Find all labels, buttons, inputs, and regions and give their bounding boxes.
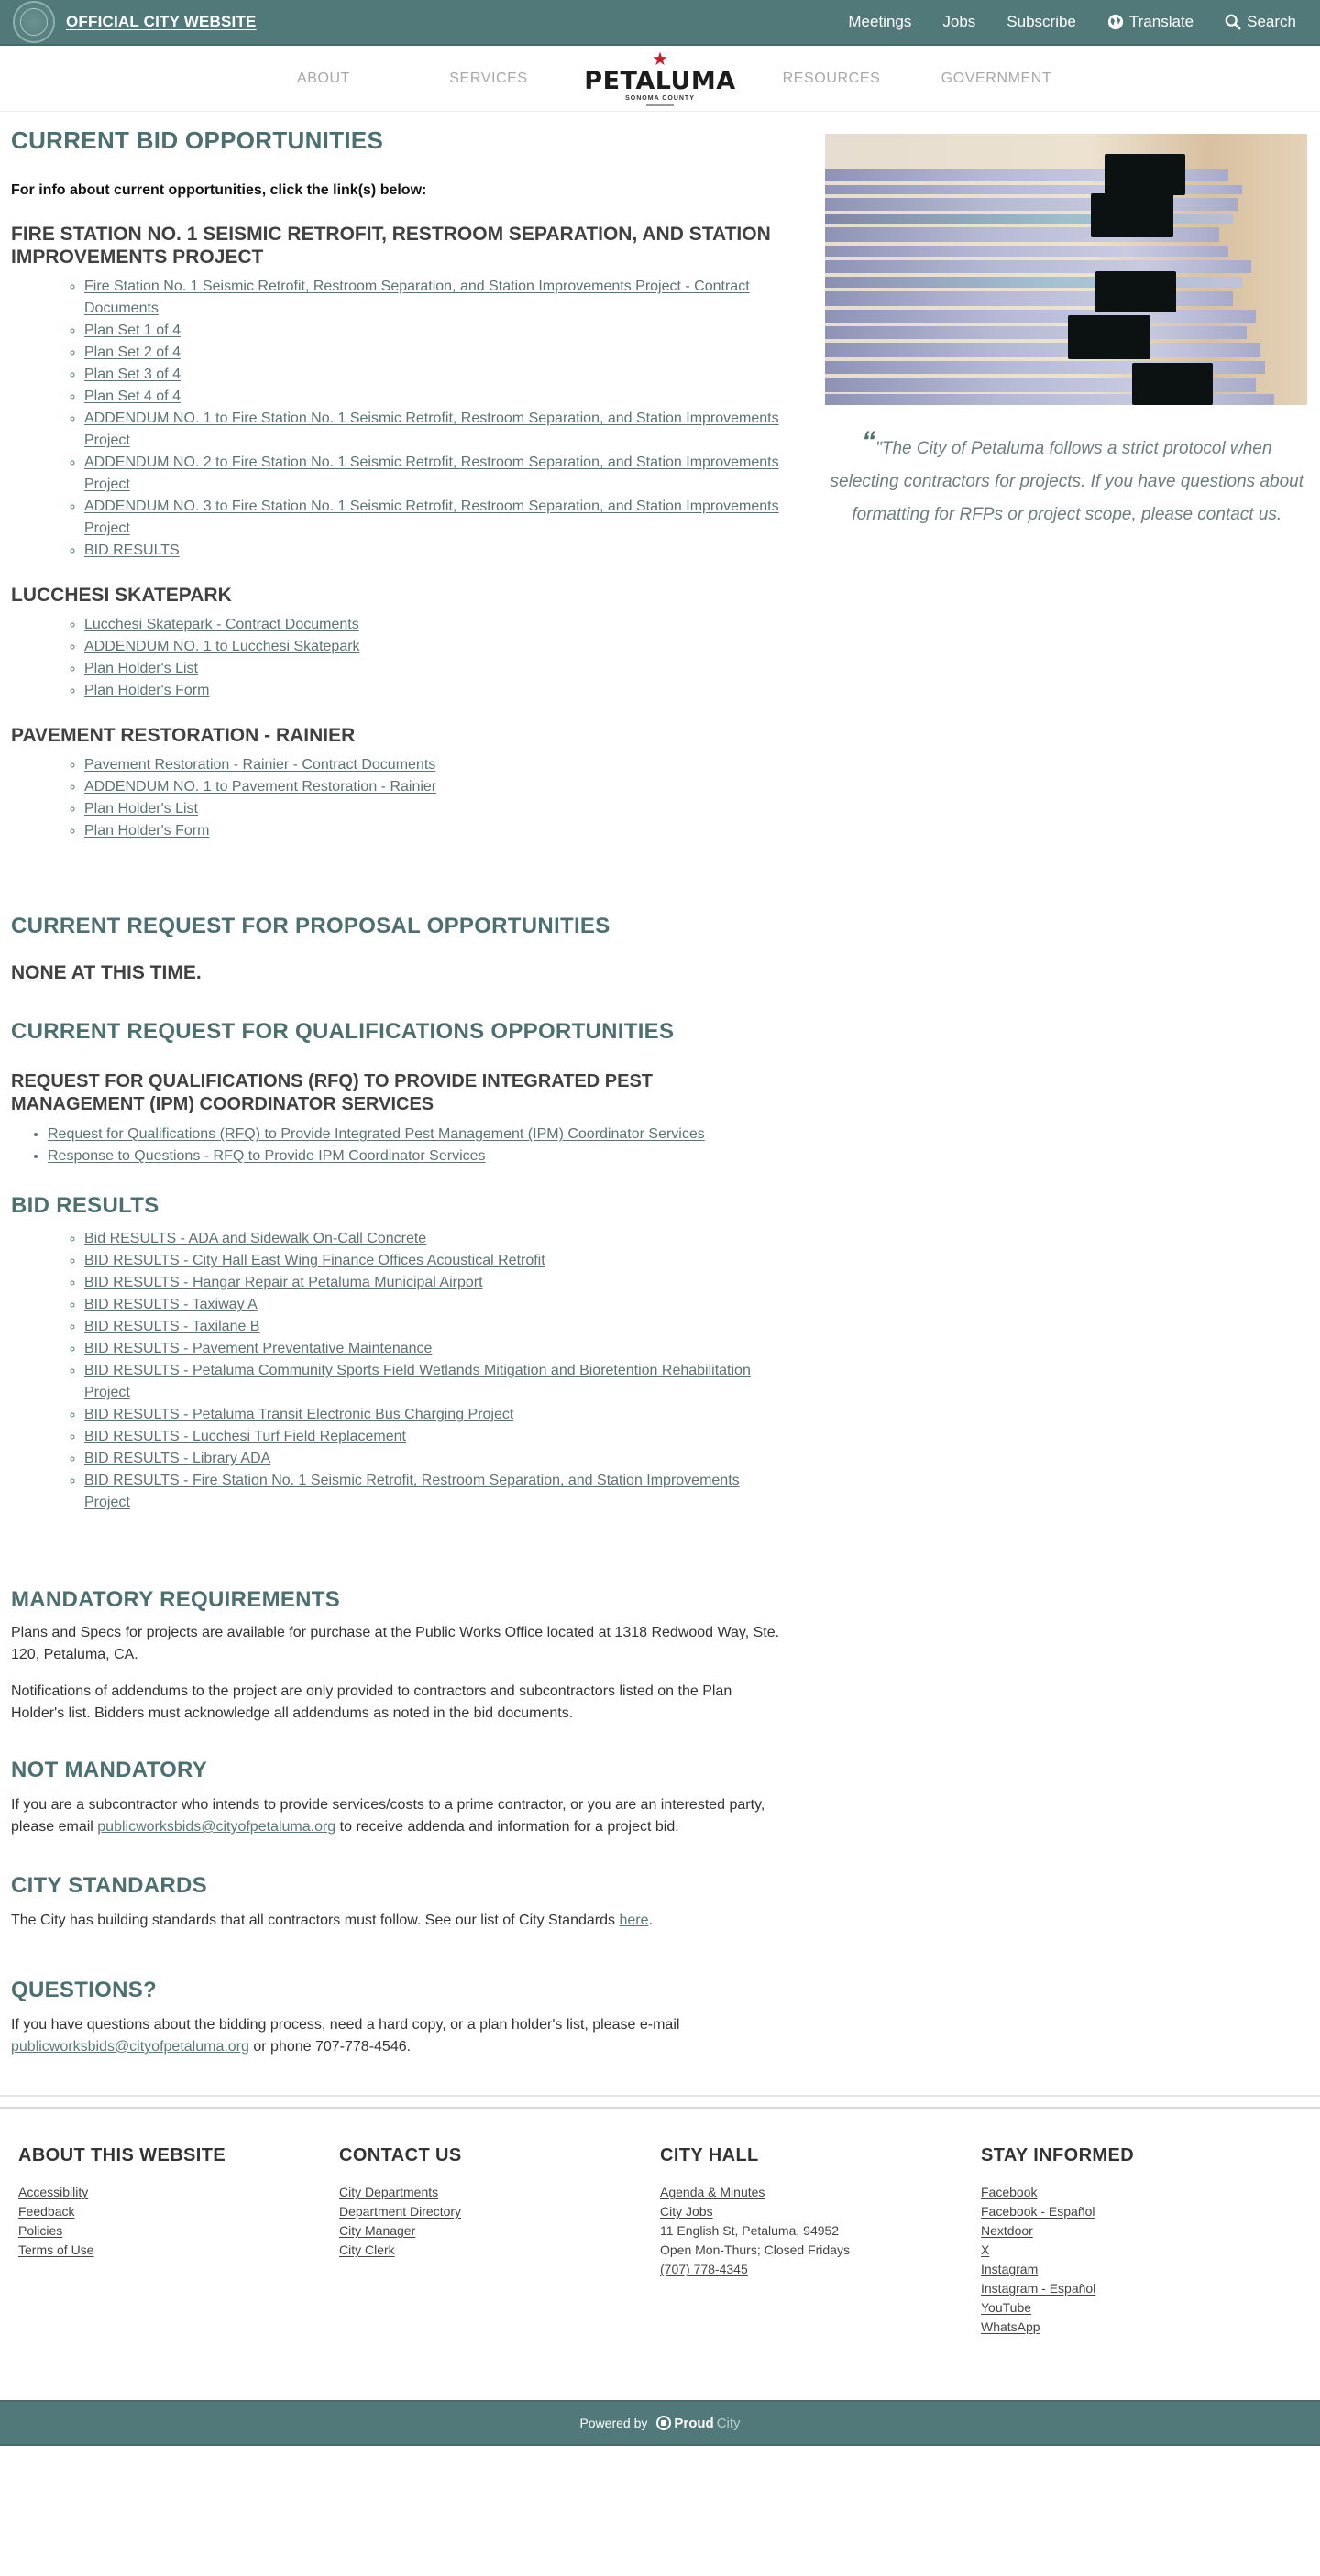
doc-link[interactable]: Plan Holder's Form xyxy=(84,823,210,839)
questions-text-after: or phone 707-778-4546. xyxy=(248,2039,412,2055)
result-link[interactable]: BID RESULTS - Taxilane B xyxy=(84,1319,260,1334)
city-hall-address: 11 English St, Petaluma, 94952 xyxy=(660,2223,840,2238)
not-mandatory-paragraph xyxy=(11,1794,788,1838)
list-item xyxy=(84,1294,788,1316)
result-link[interactable]: BID RESULTS - Library ADA xyxy=(84,1451,271,1466)
footer-link-accessibility[interactable]: Accessibility xyxy=(18,2185,89,2199)
not-mandatory-text-after: to receive addenda and information for a project bid. xyxy=(336,1819,679,1835)
list-item xyxy=(48,1124,788,1145)
list-item xyxy=(84,680,788,702)
bid-results-heading: BID RESULTS xyxy=(11,1193,160,1218)
list-item xyxy=(84,1404,788,1426)
subscribe-link[interactable]: Subscribe xyxy=(1006,13,1076,30)
doc-link[interactable]: ADDENDUM NO. 3 to Fire Station No. 1 Seismic Retrofit, Restroom Separation, and Station Improvements Project xyxy=(84,499,779,536)
doc-link[interactable]: Fire Station No. 1 Seismic Retrofit, Restroom Separation, and Station Improvements Project - Contract Documents xyxy=(84,279,750,316)
city-standards-link[interactable]: here xyxy=(619,1913,649,1928)
rfq-project-title: REQUEST FOR QUALIFICATIONS (RFQ) TO PROVIDE INTEGRATED PEST MANAGEMENT (IPM) COORDINATOR SERVICES xyxy=(11,1071,654,1114)
questions-paragraph xyxy=(11,2014,788,2058)
list-item xyxy=(84,408,788,452)
doc-link[interactable]: Response to Questions - RFQ to Provide IPM Coordinator Services xyxy=(48,1148,486,1164)
doc-link[interactable]: Plan Set 1 of 4 xyxy=(84,323,181,338)
footer-link-instagram[interactable]: Instagram xyxy=(981,2262,1039,2276)
list-item xyxy=(84,452,788,496)
official-site-group xyxy=(13,1,257,43)
logo-name: PETALUMA xyxy=(584,66,736,95)
footer-link-facebook[interactable]: Facebook xyxy=(981,2185,1038,2199)
rfq-heading: CURRENT REQUEST FOR QUALIFICATIONS OPPORTUNITIES xyxy=(11,1019,675,1044)
result-link[interactable]: BID RESULTS - Petaluma Transit Electronic Bus Charging Project xyxy=(84,1407,514,1422)
utility-nav xyxy=(848,13,1307,31)
list-item xyxy=(84,658,788,680)
footer-heading: CONTACT US xyxy=(339,2145,462,2165)
list-item xyxy=(84,276,788,320)
binder-clip xyxy=(1105,154,1185,195)
bid-results-links xyxy=(84,1228,788,1514)
footer-column-stay-informed xyxy=(981,2145,1302,2400)
page-content xyxy=(0,112,1320,2095)
list-item xyxy=(84,776,788,798)
result-link[interactable]: BID RESULTS - Lucchesi Turf Field Replacement xyxy=(84,1429,406,1444)
footer-link-city-departments[interactable]: City Departments xyxy=(339,2185,439,2199)
city-standards-heading: CITY STANDARDS xyxy=(11,1873,207,1898)
nav-resources[interactable]: RESOURCES xyxy=(782,70,881,86)
quote-icon: “ xyxy=(862,426,876,456)
footer-column-about xyxy=(18,2145,339,2400)
current-bids-heading: CURRENT BID OPPORTUNITIES xyxy=(11,126,384,154)
footer-column-city-hall xyxy=(660,2145,981,2400)
result-link[interactable]: BID RESULTS - Hangar Repair at Petaluma Municipal Airport xyxy=(84,1275,483,1290)
proudcity-proud: Proud xyxy=(674,2415,714,2431)
list-item xyxy=(84,1448,788,1470)
main-column xyxy=(11,112,807,2095)
doc-link[interactable]: Plan Set 4 of 4 xyxy=(84,389,181,404)
list-item xyxy=(84,540,788,562)
petaluma-logo[interactable] xyxy=(582,51,738,106)
search-label: Search xyxy=(1247,13,1296,30)
list-item xyxy=(84,1470,788,1514)
result-link[interactable]: BID RESULTS - Pavement Preventative Maintenance xyxy=(84,1341,433,1356)
footer-column-contact xyxy=(339,2145,660,2400)
search-button[interactable] xyxy=(1225,13,1296,31)
list-item xyxy=(84,364,788,386)
list-item xyxy=(84,798,788,820)
footer-link-department-directory[interactable]: Department Directory xyxy=(339,2204,462,2219)
doc-link[interactable]: Plan Set 2 of 4 xyxy=(84,345,181,360)
nav-services[interactable]: SERVICES xyxy=(449,70,528,86)
footer-link-nextdoor[interactable]: Nextdoor xyxy=(981,2223,1033,2238)
project-title-pavement-rainier: PAVEMENT RESTORATION - RAINIER xyxy=(11,725,356,746)
list-item xyxy=(84,386,788,408)
footer-divider xyxy=(0,2095,1320,2097)
list-item xyxy=(84,1426,788,1448)
doc-link[interactable]: ADDENDUM NO. 2 to Fire Station No. 1 Seismic Retrofit, Restroom Separation, and Station Improvements Project xyxy=(84,455,779,492)
doc-link[interactable]: BID RESULTS xyxy=(84,543,180,558)
list-item xyxy=(84,1228,788,1250)
list-item xyxy=(48,1145,788,1167)
logo-underline xyxy=(646,104,674,106)
official-city-website-link[interactable]: OFFICIAL CITY WEBSITE xyxy=(66,13,257,30)
proudcity-city: City xyxy=(716,2415,741,2431)
footer-link-feedback[interactable]: Feedback xyxy=(18,2204,75,2219)
footer-link-city-manager[interactable]: City Manager xyxy=(339,2223,416,2238)
doc-link[interactable]: ADDENDUM NO. 1 to Pavement Restoration - Rainier xyxy=(84,779,437,795)
result-link[interactable]: BID RESULTS - Taxiway A xyxy=(84,1297,258,1312)
doc-link[interactable]: Plan Holder's List xyxy=(84,661,198,676)
translate-button[interactable] xyxy=(1107,13,1194,31)
main-nav xyxy=(0,46,1320,112)
binder-clip xyxy=(1132,363,1213,405)
list-item xyxy=(84,614,788,636)
skatepark-links xyxy=(84,614,788,702)
footer-heading: STAY INFORMED xyxy=(981,2145,1135,2165)
top-bar xyxy=(0,0,1320,46)
footer-link-whatsapp[interactable]: WhatsApp xyxy=(981,2319,1040,2334)
star-icon: ★ xyxy=(652,49,668,70)
powered-by-label: Powered by xyxy=(579,2416,648,2430)
footer-link-terms[interactable]: Terms of Use xyxy=(18,2242,94,2257)
logo-subtitle: SONOMA COUNTY xyxy=(625,94,695,102)
list-item xyxy=(84,1272,788,1294)
footer-link-city-clerk[interactable]: City Clerk xyxy=(339,2242,395,2257)
globe-icon xyxy=(1107,14,1124,30)
footer-heading: ABOUT THIS WEBSITE xyxy=(18,2145,226,2165)
doc-link[interactable]: Request for Qualifications (RFQ) to Provide Integrated Pest Management (IPM) Coordinator Services xyxy=(48,1126,705,1142)
list-item xyxy=(84,1360,788,1404)
footer-link-policies[interactable]: Policies xyxy=(18,2223,63,2238)
search-icon xyxy=(1225,14,1241,30)
result-link[interactable]: BID RESULTS - City Hall East Wing Finance Offices Acoustical Retrofit xyxy=(84,1253,545,1268)
rfp-heading: CURRENT REQUEST FOR PROPOSAL OPPORTUNITIES xyxy=(11,914,610,938)
footer-link-youtube[interactable]: YouTube xyxy=(981,2300,1032,2315)
list-item xyxy=(84,342,788,364)
footer-heading: CITY HALL xyxy=(660,2145,759,2165)
not-mandatory-text-before: If you are a subcontractor who intends to provide services/costs to a prime contractor, or you are an interested party, please email xyxy=(11,1797,765,1835)
project-title-lucchesi-skatepark: LUCCHESI SKATEPARK xyxy=(11,585,232,606)
meetings-link[interactable]: Meetings xyxy=(848,13,912,30)
standards-text-after: . xyxy=(648,1913,653,1928)
not-mandatory-heading: NOT MANDATORY xyxy=(11,1758,208,1782)
footer-link-facebook-espanol[interactable]: Facebook - Español xyxy=(981,2204,1095,2219)
jobs-link[interactable]: Jobs xyxy=(942,13,976,30)
pavement-links xyxy=(84,754,788,842)
doc-link[interactable]: Plan Holder's List xyxy=(84,801,198,817)
binder-clip xyxy=(1095,271,1176,312)
doc-link[interactable]: Pavement Restoration - Rainier - Contract Documents xyxy=(84,757,436,773)
mandatory-paragraph-2: Notifications of addendums to the project are only provided to contractors and subcontractors listed on the Plan Holder's list. Bidders must acknowledge all addendums as noted in the bid documents. xyxy=(11,1683,732,1721)
result-link[interactable]: BID RESULTS - Petaluma Community Sports Field Wetlands Mitigation and Bioretention Rehabilitation Project xyxy=(84,1363,751,1400)
rfp-status: NONE AT THIS TIME. xyxy=(11,962,202,983)
list-item xyxy=(84,636,788,658)
list-item xyxy=(84,320,788,342)
doc-link[interactable]: Plan Set 3 of 4 xyxy=(84,367,181,382)
sidebar-quote xyxy=(825,426,1309,532)
project-title-fire-station: FIRE STATION NO. 1 SEISMIC RETROFIT, RESTROOM SEPARATION, AND STATION IMPROVEMENTS PROJECT xyxy=(11,224,771,268)
doc-link[interactable]: ADDENDUM NO. 1 to Lucchesi Skatepark xyxy=(84,639,360,654)
binder-clip xyxy=(1091,193,1173,237)
result-link[interactable]: BID RESULTS - Fire Station No. 1 Seismic Retrofit, Restroom Separation, and Station Improvements Project xyxy=(84,1473,740,1510)
proudcity-flag-icon xyxy=(656,2416,671,2430)
mandatory-paragraph-1: Plans and Specs for projects are available for purchase at the Public Works Office located at 1318 Redwood Way, Ste. 120, Petaluma, CA. xyxy=(11,1625,780,1662)
result-link[interactable]: Bid RESULTS - ADA and Sidewalk On-Call Concrete xyxy=(84,1231,427,1246)
questions-heading: QUESTIONS? xyxy=(11,1978,158,2002)
footer xyxy=(0,2109,1320,2400)
city-hall-hours: Open Mon-Thurs; Closed Fridays xyxy=(660,2242,850,2257)
list-item xyxy=(84,820,788,842)
list-item xyxy=(84,496,788,540)
city-standards-paragraph xyxy=(11,1910,788,1932)
sidebar xyxy=(825,112,1309,2095)
email-link[interactable]: publicworksbids@cityofpetaluma.org xyxy=(11,2039,249,2055)
questions-text-before: If you have questions about the bidding process, need a hard copy, or a plan holder's list, please e-mail xyxy=(11,2017,680,2033)
rfq-links xyxy=(48,1124,788,1167)
email-link[interactable]: publicworksbids@cityofpetaluma.org xyxy=(97,1819,336,1835)
translate-label: Translate xyxy=(1128,13,1194,30)
doc-link[interactable]: Plan Holder's Form xyxy=(84,683,210,698)
footer-link-instagram-espanol[interactable]: Instagram - Español xyxy=(981,2281,1096,2296)
nav-government[interactable]: GOVERNMENT xyxy=(940,70,1052,86)
list-item xyxy=(84,1338,788,1360)
binder-clip xyxy=(1068,315,1150,359)
proudcity-logo-link[interactable] xyxy=(656,2416,740,2431)
list-item xyxy=(84,754,788,776)
powered-by-bar xyxy=(0,2400,1320,2446)
fire-station-links xyxy=(84,276,788,562)
doc-link[interactable]: ADDENDUM NO. 1 to Fire Station No. 1 Seismic Retrofit, Restroom Separation, and Station Improvements Project xyxy=(84,411,779,448)
standards-text-before: The City has building standards that all contractors must follow. See our list of City Standards xyxy=(11,1913,620,1928)
bids-intro: For info about current opportunities, click the link(s) below: xyxy=(11,182,427,198)
list-item xyxy=(84,1250,788,1272)
list-item xyxy=(84,1316,788,1338)
city-seal-icon[interactable] xyxy=(13,1,55,43)
doc-link[interactable]: Lucchesi Skatepark - Contract Documents xyxy=(84,617,359,632)
footer-link-agenda-minutes[interactable]: Agenda & Minutes xyxy=(660,2185,765,2199)
quote-text: "The City of Petaluma follows a strict protocol when selecting contractors for projects. If you have questions about formatting for RFPs or project scope, please contact us. xyxy=(830,439,1304,524)
paper-stack-image xyxy=(825,134,1307,405)
nav-about[interactable]: ABOUT xyxy=(296,70,351,86)
mandatory-heading: MANDATORY REQUIREMENTS xyxy=(11,1587,341,1612)
footer-link-city-jobs[interactable]: City Jobs xyxy=(660,2204,713,2219)
footer-link-x[interactable]: X xyxy=(981,2242,990,2257)
footer-link-phone[interactable]: (707) 778-4345 xyxy=(660,2262,748,2276)
